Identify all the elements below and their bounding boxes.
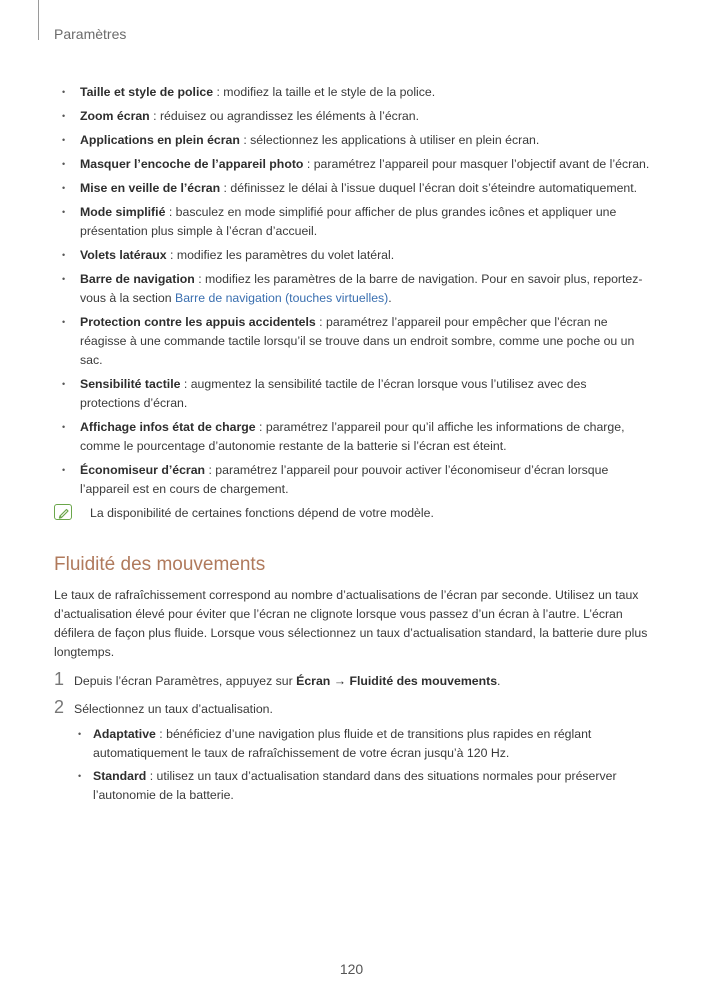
item-text: : définissez le délai à l’issue duquel l’écran doit s’éteindre automatiquement. xyxy=(220,181,638,195)
list-item xyxy=(54,107,650,126)
list-item xyxy=(54,418,650,456)
header-rule xyxy=(38,0,39,40)
step-text: Sélectionnez un taux d’actualisation. xyxy=(74,702,273,716)
option-text: : bénéficiez d’une navigation plus fluide et de transitions plus rapides en réglant automatiquement le taux de rafraîchissement de votre écran jusqu’à 120 Hz. xyxy=(93,727,592,760)
item-term: Zoom écran xyxy=(80,109,150,123)
step-text: Depuis l’écran Paramètres, appuyez sur xyxy=(74,674,297,688)
page-content xyxy=(54,83,650,814)
item-term: Masquer l’encoche de l’appareil photo xyxy=(80,157,304,171)
item-text: : paramétrez l’appareil pour pouvoir activer l’économiseur d’écran lorsque l’appareil est en cours de chargement. xyxy=(80,463,609,496)
list-item xyxy=(54,375,650,413)
step-2 xyxy=(54,697,650,805)
item-term: Barre de navigation xyxy=(80,272,195,286)
list-item xyxy=(54,179,650,198)
item-text: : paramétrez l’appareil pour empêcher que l’écran ne réagisse à une commande tactile lorsqu’il se trouve dans un endroit sombre, comme une poche ou un sac. xyxy=(80,315,635,367)
item-term: Mise en veille de l’écran xyxy=(80,181,221,195)
item-term: Protection contre les appuis accidentels xyxy=(80,315,316,329)
item-term: Applications en plein écran xyxy=(80,133,240,147)
list-item xyxy=(54,270,650,308)
settings-list xyxy=(54,83,650,499)
step-menu-path: Écran → Fluidité des mouvements xyxy=(296,674,498,688)
list-item xyxy=(54,83,650,102)
item-term: Économiseur d’écran xyxy=(80,463,206,477)
item-text: : augmentez la sensibilité tactile de l’écran lorsque vous l’utilisez avec des protections d’écran. xyxy=(80,377,587,410)
option-term: Standard xyxy=(93,769,147,783)
item-text: : sélectionnez les applications à utiliser en plein écran. xyxy=(239,133,540,147)
item-text: : modifiez les paramètres de la barre de navigation. Pour en savoir plus, reportez-vous à la section xyxy=(80,272,643,305)
item-text: : modifiez les paramètres du volet latéral. xyxy=(166,248,395,262)
step-1 xyxy=(54,669,650,691)
list-item xyxy=(54,203,650,241)
option-text: : utilisez un taux d’actualisation standard dans des situations normales pour préserver l’autonomie de la batterie. xyxy=(93,769,617,802)
item-text-end: . xyxy=(388,291,392,305)
item-term: Volets latéraux xyxy=(80,248,167,262)
section-intro: Le taux de rafraîchissement correspond au nombre d’actualisations de l’écran par seconde. Utilisez un taux d’actualisation élevé pour éviter que l’écran ne clignote lorsque vous passez d’un écran à l’autre. L’écran défilera de façon plus fluide. Lorsque vous sélectionnez un taux d’actualisation standard, la batterie dure plus longtemps. xyxy=(54,588,648,659)
note xyxy=(54,504,650,526)
list-item xyxy=(74,767,650,805)
list-item xyxy=(54,461,650,499)
item-text: : paramétrez l’appareil pour qu’il affiche les informations de charge, comme le pourcentage d’autonomie restante de la batterie si l’écran est éteint. xyxy=(80,420,625,453)
list-item xyxy=(54,155,650,174)
page-header: Paramètres xyxy=(54,26,127,42)
step-number: 2 xyxy=(54,697,65,717)
list-item xyxy=(54,246,650,265)
step-number: 1 xyxy=(54,669,65,689)
note-pencil-icon xyxy=(54,504,72,520)
list-item xyxy=(54,131,650,150)
step-text-end: . xyxy=(497,674,501,688)
item-text: : réduisez ou agrandissez les éléments à l’écran. xyxy=(149,109,420,123)
item-text: : modifiez la taille et le style de la police. xyxy=(213,85,436,99)
option-term: Adaptative xyxy=(93,727,156,741)
section-title: Fluidité des mouvements xyxy=(54,554,266,575)
item-text: : basculez en mode simplifié pour afficher de plus grandes icônes et appliquer une présentation plus simple à l’écran d’accueil. xyxy=(80,205,617,238)
page-number: 120 xyxy=(339,961,364,977)
item-term: Mode simplifié xyxy=(80,205,166,219)
refresh-rate-options xyxy=(74,725,650,805)
item-text: : paramétrez l’appareil pour masquer l’objectif avant de l’écran. xyxy=(303,157,650,171)
item-term: Sensibilité tactile xyxy=(80,377,181,391)
note-text: La disponibilité de certaines fonctions dépend de votre modèle. xyxy=(90,506,434,520)
item-term: Taille et style de police xyxy=(80,85,214,99)
list-item xyxy=(54,313,650,370)
navigation-bar-link[interactable]: Barre de navigation (touches virtuelles) xyxy=(175,291,389,305)
list-item xyxy=(74,725,650,763)
item-term: Affichage infos état de charge xyxy=(80,420,256,434)
